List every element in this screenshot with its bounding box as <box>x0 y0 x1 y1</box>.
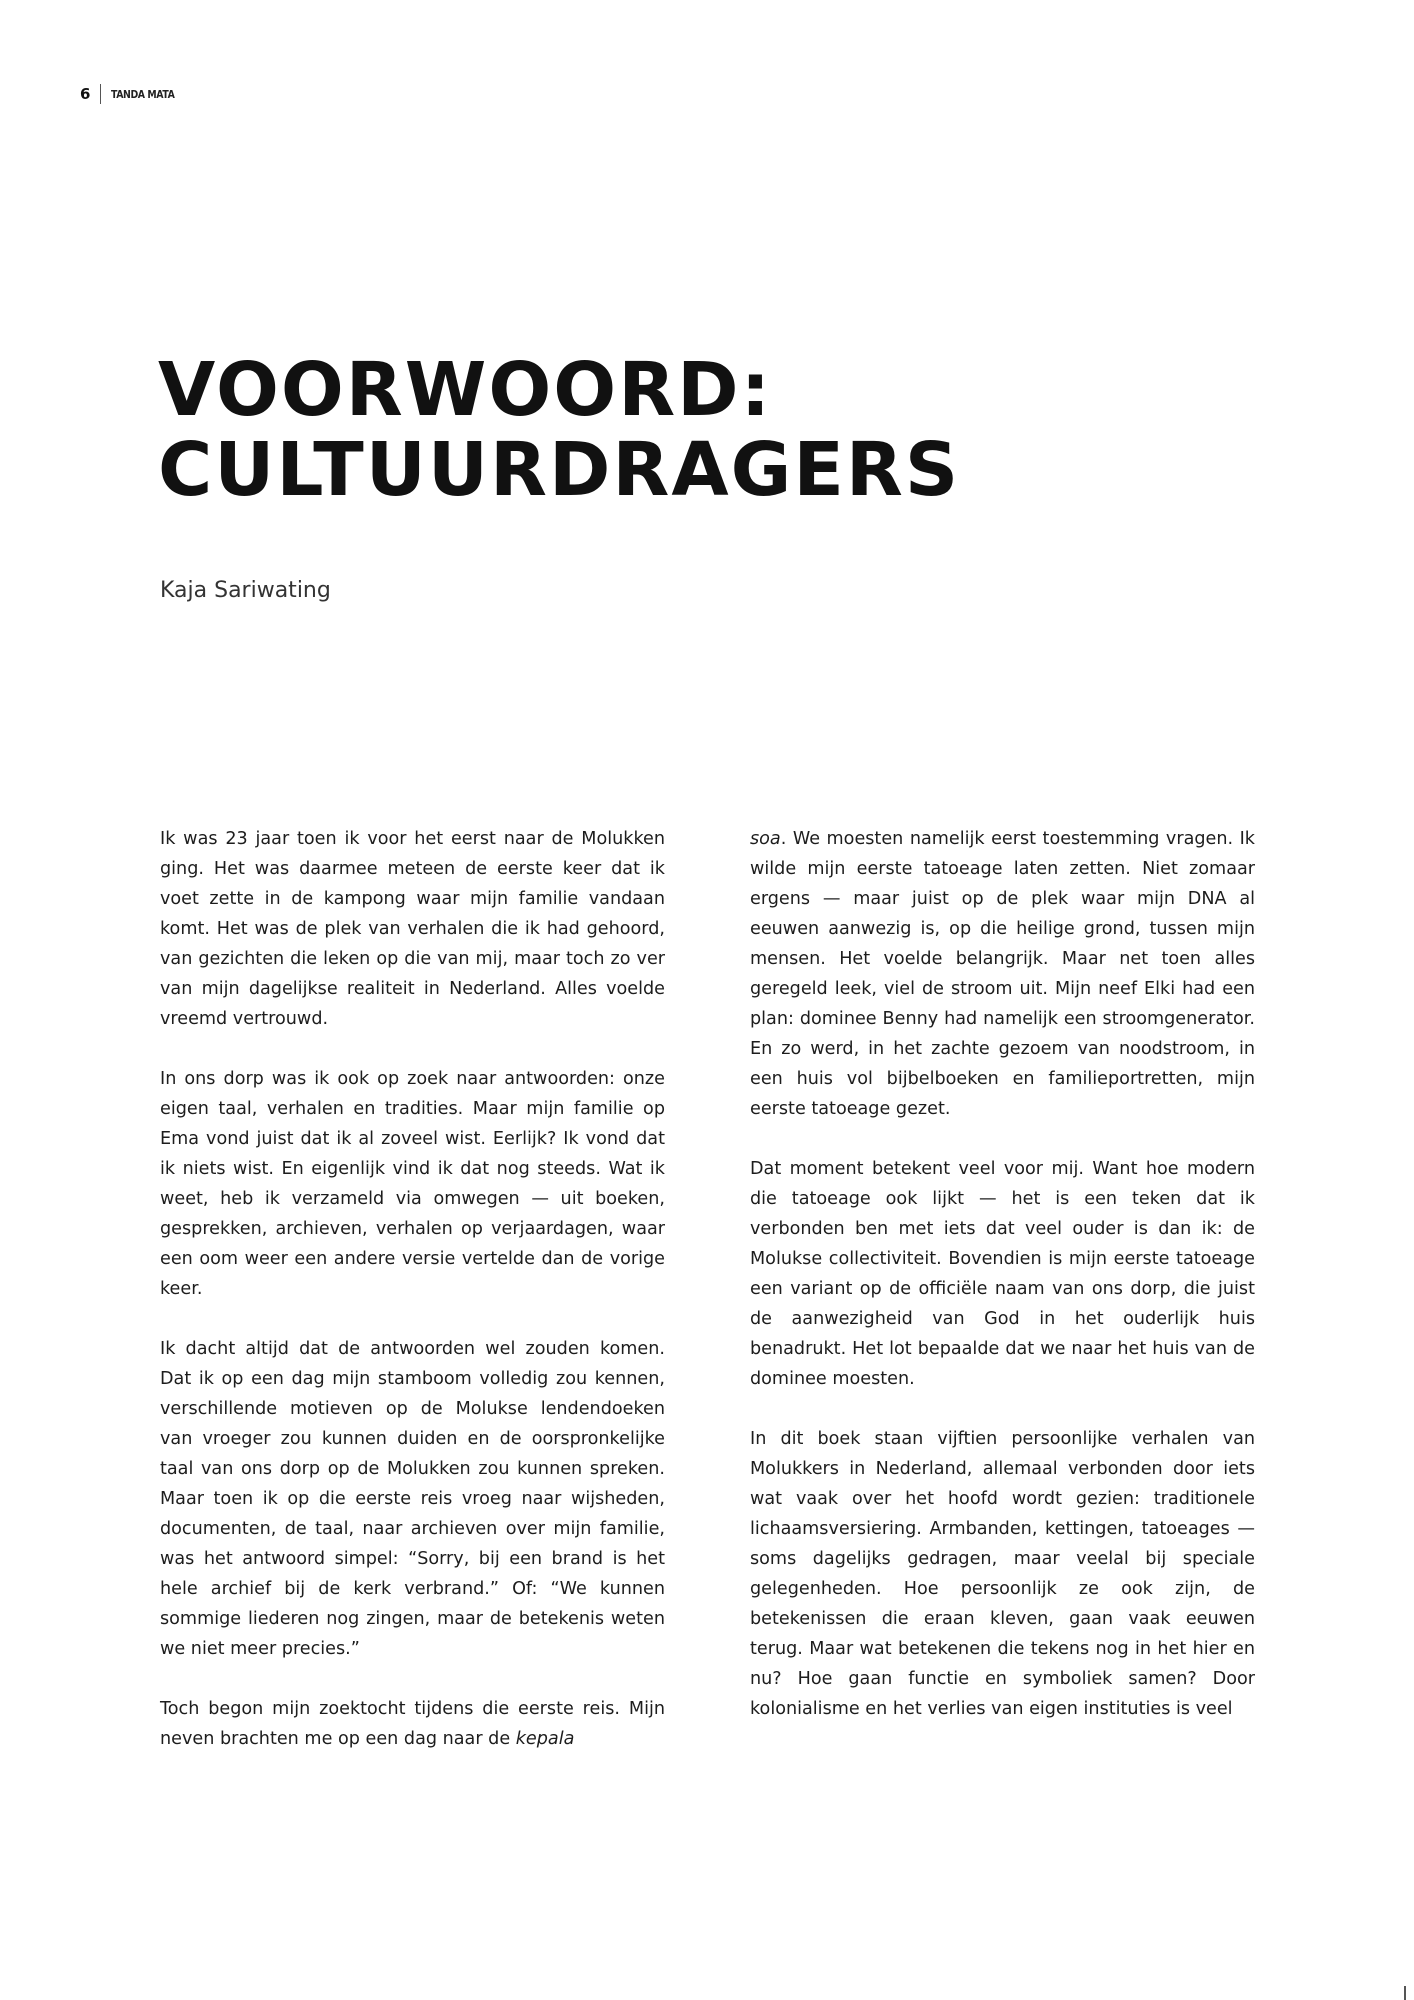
header-divider <box>100 84 101 104</box>
paragraph: In ons dorp was ik ook op zoek naar antwoorden: onze eigen taal, verhalen en tradities. Maar mijn familie op Ema vond juist dat ik al zoveel wist. Eerlijk? Ik vond dat ik niets wist. En eigenlijk vind ik dat nog steeds. Wat ik weet, heb ik verzameld via omwegen — uit boeken, gesprekken, archieven, verhalen op verjaardagen, waar een oom weer een andere versie vertelde dan de vorige keer. <box>160 1069 665 1299</box>
running-header <box>80 84 186 104</box>
paragraph <box>160 1694 665 1754</box>
paragraph: Ik was 23 jaar toen ik voor het eerst naar de Molukken ging. Het was daarmee meteen de eerste keer dat ik voet zette in de kampong waar mijn familie vandaan komt. Het was de plek van verhalen die ik had gehoord, van gezichten die leken op die van mij, maar toch zo ver van mijn dagelijkse realiteit in Nederland. Alles voelde vreemd vertrouwd. <box>160 829 665 1029</box>
italic-term: soa <box>750 829 781 849</box>
paragraph: Dat moment betekent veel voor mij. Want hoe modern die tatoeage ook lijkt — het is een teken dat ik verbonden ben met iets dat veel ouder is dan ik: de Molukse collectiviteit. Bovendien is mijn eerste tatoeage een variant op de officiële naam van ons dorp, die juist de aanwezigheid van God in het ouderlijk huis benadrukt. Het lot bepaalde dat we naar het huis van de dominee moesten. <box>750 1159 1255 1389</box>
paragraph <box>750 824 1255 1124</box>
paragraph: Ik dacht altijd dat de antwoorden wel zouden komen. Dat ik op een dag mijn stamboom volledig zou kennen, verschillende motieven op de Molukse lendendoeken van vroeger zou kunnen duiden en de oorspronkelijke taal van ons dorp op de Molukken zou kunnen spreken. Maar toen ik op die eerste reis vroeg naar wijsheden, documenten, de taal, naar archieven over mijn familie, was het antwoord simpel: “Sorry, bij een brand is het hele archief bij de kerk verbrand.” Of: “We kunnen sommige liederen nog zingen, maar de betekenis weten we niet meer precies.” <box>160 1339 665 1659</box>
text-column-right <box>750 824 1255 1724</box>
italic-term: kepala <box>515 1729 575 1749</box>
magazine-name: TANDA MATA <box>111 87 175 101</box>
paragraph-text: Toch begon mijn zoektocht tijdens die eerste reis. Mijn neven brachten me op een dag naar de <box>160 1699 665 1749</box>
text-column-left <box>160 824 665 1754</box>
paragraph-text: . We moesten namelijk eerst toestemming vragen. Ik wilde mijn eerste tatoeage laten zetten. Niet zomaar ergens — maar juist op de plek waar mijn DNA al eeuwen aanwezig is, op die heilige grond, tussen mijn mensen. Het voelde belangrijk. Maar net toen alles geregeld leek, viel de stroom uit. Mijn neef Elki had een plan: dominee Benny had namelijk een stroomgenerator. En zo werd, in het zachte gezoem van noodstroom, in een huis vol bijbelboeken en familieportretten, mijn eerste tatoeage gezet. <box>750 829 1255 1119</box>
article-author: Kaja Sariwating <box>160 578 331 603</box>
page-number: 6 <box>80 85 91 103</box>
paragraph: In dit boek staan vijftien persoonlijke verhalen van Molukkers in Nederland, allemaal verbonden door iets wat vaak over het hoofd wordt gezien: traditionele lichaamsversiering. Armbanden, kettingen, tatoeages — soms dagelijks gedragen, maar veelal bij speciale gelegenheden. Hoe persoonlijk ze ook zijn, de betekenissen die eraan kleven, gaan vaak eeuwen terug. Maar wat betekenen die tekens nog in het hier en nu? Hoe gaan functie en symboliek samen? Door kolonialisme en het verlies van eigen instituties is veel <box>750 1429 1255 1719</box>
crop-mark <box>1404 1986 1406 2000</box>
article-title: VOORWOORD: CULTUURDRAGERS <box>158 347 961 513</box>
